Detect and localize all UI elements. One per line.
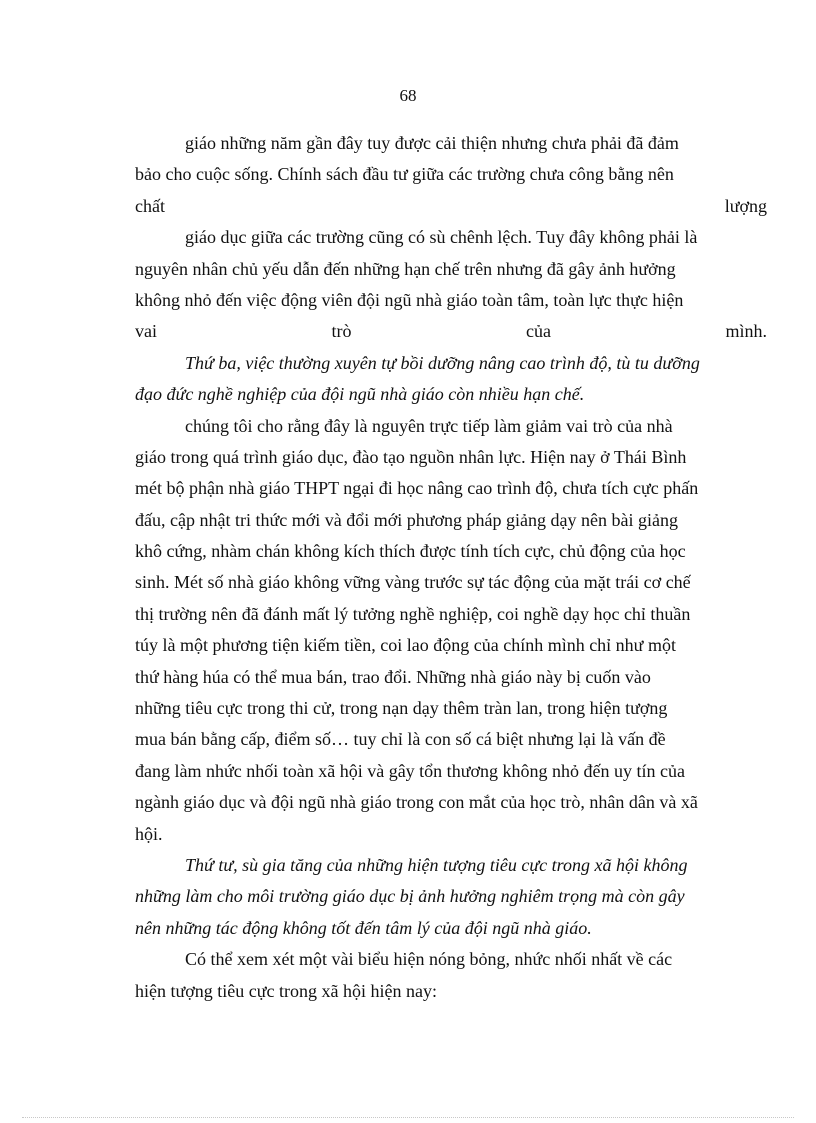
text-line: giáo dục giữa các trường cũng có sù chênh lệch. Tuy đây không phải là [185, 227, 698, 248]
text-word: trò [331, 321, 352, 342]
text-line: mua bán bằng cấp, điểm số… tuy chỉ là con số cá biệt nhưng lại là vấn đề [135, 729, 666, 750]
italic-heading-line: Thứ tư, sù gia tăng của những hiện tượng tiêu cực trong xã hội không [185, 854, 688, 875]
text-line: ngành giáo dục và đội ngũ nhà giáo trong con mắt của học trò, nhân dân và xã [135, 792, 698, 813]
text-line: mét bộ phận nhà giáo THPT ngại đi học nâng cao trình độ, chưa tích cực phấn [135, 478, 699, 499]
italic-heading-line: những làm cho môi trường giáo dục bị ảnh hưởng nghiêm trọng mà còn gây [135, 886, 685, 907]
text-word: chất [135, 195, 165, 216]
text-line: nguyên nhân chủ yếu dẫn đến những hạn chế trên nhưng đã gây ảnh hưởng [135, 258, 676, 279]
text-line: giáo trong quá trình giáo dục, đào tạo nguồn nhân lực. Hiện nay ở Thái Bình [135, 446, 687, 467]
text-line: sinh. Mét số nhà giáo không vững vàng trước sự tác động của mặt trái cơ chế [135, 572, 691, 593]
page-number: 68 [399, 86, 417, 105]
text-line: thứ hàng húa có thể mua bán, trao đổi. Những nhà giáo này bị cuốn vào [135, 666, 651, 687]
text-line: giáo những năm gần đây tuy được cải thiện nhưng chưa phải đã đảm [185, 133, 679, 153]
text-line: khô cứng, nhàm chán không kích thích được tính tích cực, chủ động của học [135, 541, 686, 562]
italic-heading-line: nên những tác động không tốt đến tâm lý của đội ngũ nhà giáo. [135, 917, 592, 938]
text-word: vai [135, 321, 157, 342]
page-bottom-divider [22, 1117, 794, 1118]
text-line: bảo cho cuộc sống. Chính sách đầu tư giữa các trường chưa công bằng nên [135, 164, 674, 185]
text-line: túy là một phương tiện kiếm tiền, coi lao động của chính mình chỉ như một [135, 635, 676, 656]
italic-heading-line: đạo đức nghề nghiệp của đội ngũ nhà giáo còn nhiều hạn chế. [135, 384, 585, 405]
italic-heading-line: Thứ ba, việc thường xuyên tự bồi dưỡng nâng cao trình độ, tù tu dưỡng [185, 352, 700, 373]
text-line: chúng tôi cho rằng đây là nguyên trực tiếp làm giảm vai trò của nhà [185, 415, 673, 436]
text-line-spread [135, 191, 767, 222]
text-line: không nhỏ đến việc động viên đội ngũ nhà giáo toàn tâm, toàn lực thực hiện [135, 289, 684, 310]
text-line: đấu, cập nhật tri thức mới và đổi mới phương pháp giảng dạy nên bài giảng [135, 509, 678, 530]
text-line: đang làm nhức nhối toàn xã hội và gây tổn thương không nhỏ đến uy tín của [135, 760, 685, 781]
text-line: những tiêu cực trong thi cử, trong nạn dạy thêm tràn lan, trong hiện tượng [135, 698, 668, 719]
text-line: hiện tượng tiêu cực trong xã hội hiện nay: [135, 980, 437, 1001]
text-line: hội. [135, 823, 163, 844]
text-word: mình. [725, 321, 767, 342]
text-word: của [526, 321, 551, 342]
text-line: Có thể xem xét một vài biểu hiện nóng bỏng, nhức nhối nhất về các [185, 949, 673, 970]
body-text [135, 128, 767, 1007]
text-word: lượng [724, 195, 767, 216]
text-line-spread [135, 316, 767, 347]
text-line: thị trường nên đã đánh mất lý tưởng nghề nghiệp, coi nghề dạy học chỉ thuần [135, 603, 691, 624]
